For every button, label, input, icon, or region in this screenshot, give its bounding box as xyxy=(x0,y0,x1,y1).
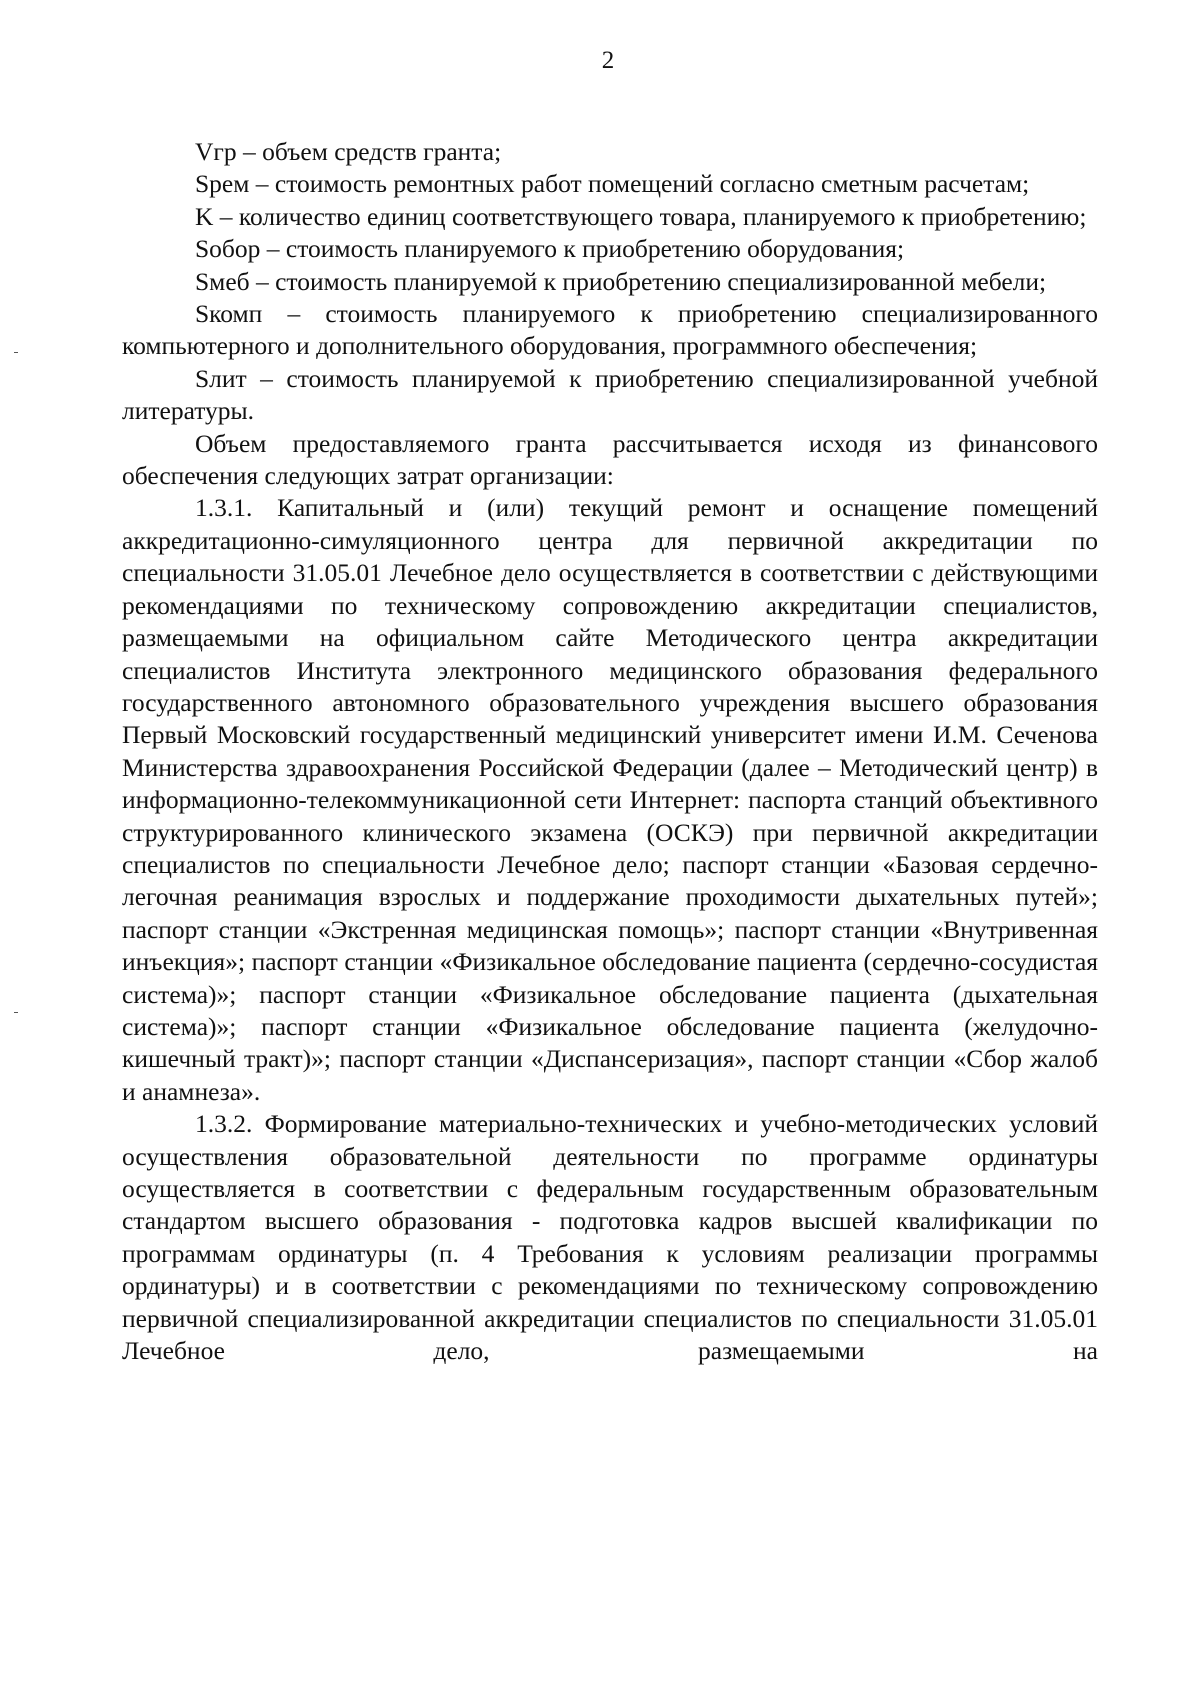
definition-vgr: Vгр – объем средств гранта; xyxy=(195,137,502,166)
page-number: 2 xyxy=(601,47,615,74)
definition-slit: Sлит – стоимость планируемой к приобретению специализированной учебной литературы. xyxy=(122,363,1098,426)
grant-volume-paragraph: Объем предоставляемого гранта рассчитывается исходя из финансового обеспечения следующих затрат организации: xyxy=(122,428,1098,491)
definition-sobor: Sобор – стоимость планируемого к приобретению оборудования; xyxy=(195,234,905,264)
clause-1-3-2: 1.3.2. Формирование материально-технических и учебно-методических условий осуществления образовательной деятельности по программе ординатуры осуществляется в соответствии с федеральным государственным образовательным стандартом высшего образования - подготовка кадров высшей квалификации по программам ординатуры (п. 4 Требования к условиям реализации программы ординатуры) и в соответствии с рекомендациями по техническому сопровождению первичной специализированной аккредитации специалистов по специальности 31.05.01 Лечебное дело, размещаемыми на xyxy=(122,1109,1098,1366)
scan-margin-mark xyxy=(14,1012,18,1013)
clause-1-3-1: 1.3.1. Капитальный и (или) текущий ремонт и оснащение помещений аккредитационно-симуляционного центра для первичной аккредитации по специальности 31.05.01 Лечебное дело осуществляется в соответствии с действующими рекомендациями по техническому сопровождению аккредитации специалистов, размещаемыми на официальном сайте Методического центра аккредитации специалистов Института электронного медицинского образования федерального государственного автономного образовательного учреждения высшего образования Первый Московский государственный медицинский университет имени И.М. Сеченова Министерства здравоохранения Российской Федерации (далее – Методический центр) в информационно-телекоммуникационной сети Интернет: паспорта станций объективного структурированного клинического экзамена (ОСКЭ) при первичной аккредитации специалистов по специальности Лечебное дело; паспорт станции «Базовая сердечно-легочная реанимация взрослых и поддержание проходимости дыхательных путей»; паспорт станции «Экстренная медицинская помощь»; паспорт станции «Внутривенная инъекция»; паспорт станции «Физикальное обследование пациента (сердечно-сосудистая система)»; паспорт станции «Физикальное обследование пациента (дыхательная система)»; паспорт станции «Физикальное обследование пациента (желудочно-кишечный тракт)»; паспорт станции «Диспансеризация», паспорт станции «Сбор жалоб и анамнеза». xyxy=(122,493,1098,1106)
document-body xyxy=(122,136,1098,1367)
definition-srem: Sрем – стоимость ремонтных работ помещений согласно сметным расчетам; xyxy=(195,169,1030,199)
definition-skomp: Sкомп – стоимость планируемого к приобретению специализированного компьютерного и дополнительного оборудования, программного обеспечения; xyxy=(122,299,1098,361)
definition-smeb: Sмеб – стоимость планируемой к приобретению специализированной мебели; xyxy=(195,266,1047,296)
scan-margin-mark xyxy=(14,352,18,353)
definition-k: K – количество единиц соответствующего товара, планируемого к приобретению; xyxy=(195,201,1087,231)
